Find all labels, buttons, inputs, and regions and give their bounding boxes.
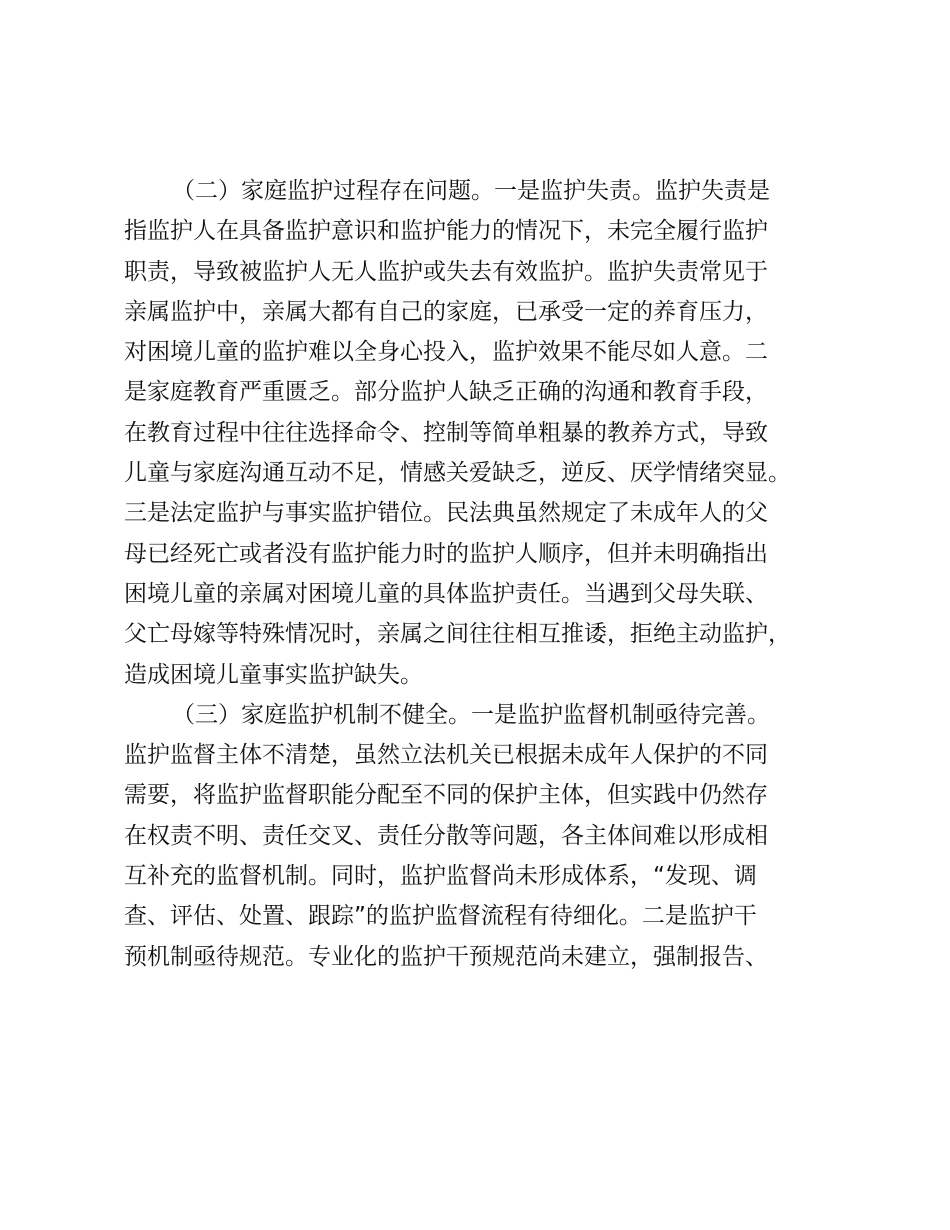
text-line: 父亡母嫁等特殊情况时，亲属之间往往相互推诿，拒绝主动监护，	[124, 621, 791, 648]
text-line: 需要，将监护监督职能分配至不同的保护主体，但实践中仍然存	[124, 782, 768, 809]
text-line: 是家庭教育严重匮乏。部分监护人缺乏正确的沟通和教育手段，	[124, 379, 768, 406]
text-line: 儿童与家庭沟通互动不足，情感关爱缺乏，逆反、厌学情绪突显。	[124, 460, 791, 487]
text-line: 在教育过程中往往选择命令、控制等简单粗暴的教养方式，导致	[124, 419, 768, 446]
text-line: 监护监督主体不清楚，虽然立法机关已根据未成年人保护的不同	[124, 742, 768, 769]
text-line: 职责，导致被监护人无人监护或失去有效监护。监护失责常见于	[124, 258, 768, 285]
text-line: （二）家庭监护过程存在问题。一是监护失责。监护失责是	[172, 178, 770, 204]
text-line: 造成困境儿童事实监护缺失。	[124, 661, 423, 688]
text-line: 亲属监护中，亲属大都有自己的家庭，已承受一定的养育压力，	[124, 298, 768, 325]
text-line: 母已经死亡或者没有监护能力时的监护人顺序，但并未明确指出	[124, 540, 768, 567]
text-line: （三）家庭监护机制不健全。一是监护监督机制亟待完善。	[172, 701, 770, 728]
text-line: 困境儿童的亲属对困境儿童的具体监护责任。当遇到父母失联、	[124, 580, 768, 607]
document-body	[124, 171, 844, 977]
text-line: 互补充的监督机制。同时，监护监督尚未形成体系，“发现、调	[124, 863, 757, 890]
text-line: 指监护人在具备监护意识和监护能力的情况下，未完全履行监护	[124, 218, 768, 245]
text-line: 预机制亟待规范。专业化的监护干预规范尚未建立，强制报告、	[124, 943, 768, 970]
text-line: 三是法定监护与事实监护错位。民法典虽然规定了未成年人的父	[124, 500, 768, 527]
text-line: 在权责不明、责任交叉、责任分散等问题，各主体间难以形成相	[124, 822, 768, 849]
paragraph-family-guardianship-mechanism	[124, 695, 844, 977]
text-line: 查、评估、处置、跟踪”的监护监督流程有待细化。二是监护干	[124, 903, 757, 930]
paragraph-family-guardianship-process	[124, 171, 844, 695]
text-line: 对困境儿童的监护难以全身心投入，监护效果不能尽如人意。二	[124, 339, 768, 366]
